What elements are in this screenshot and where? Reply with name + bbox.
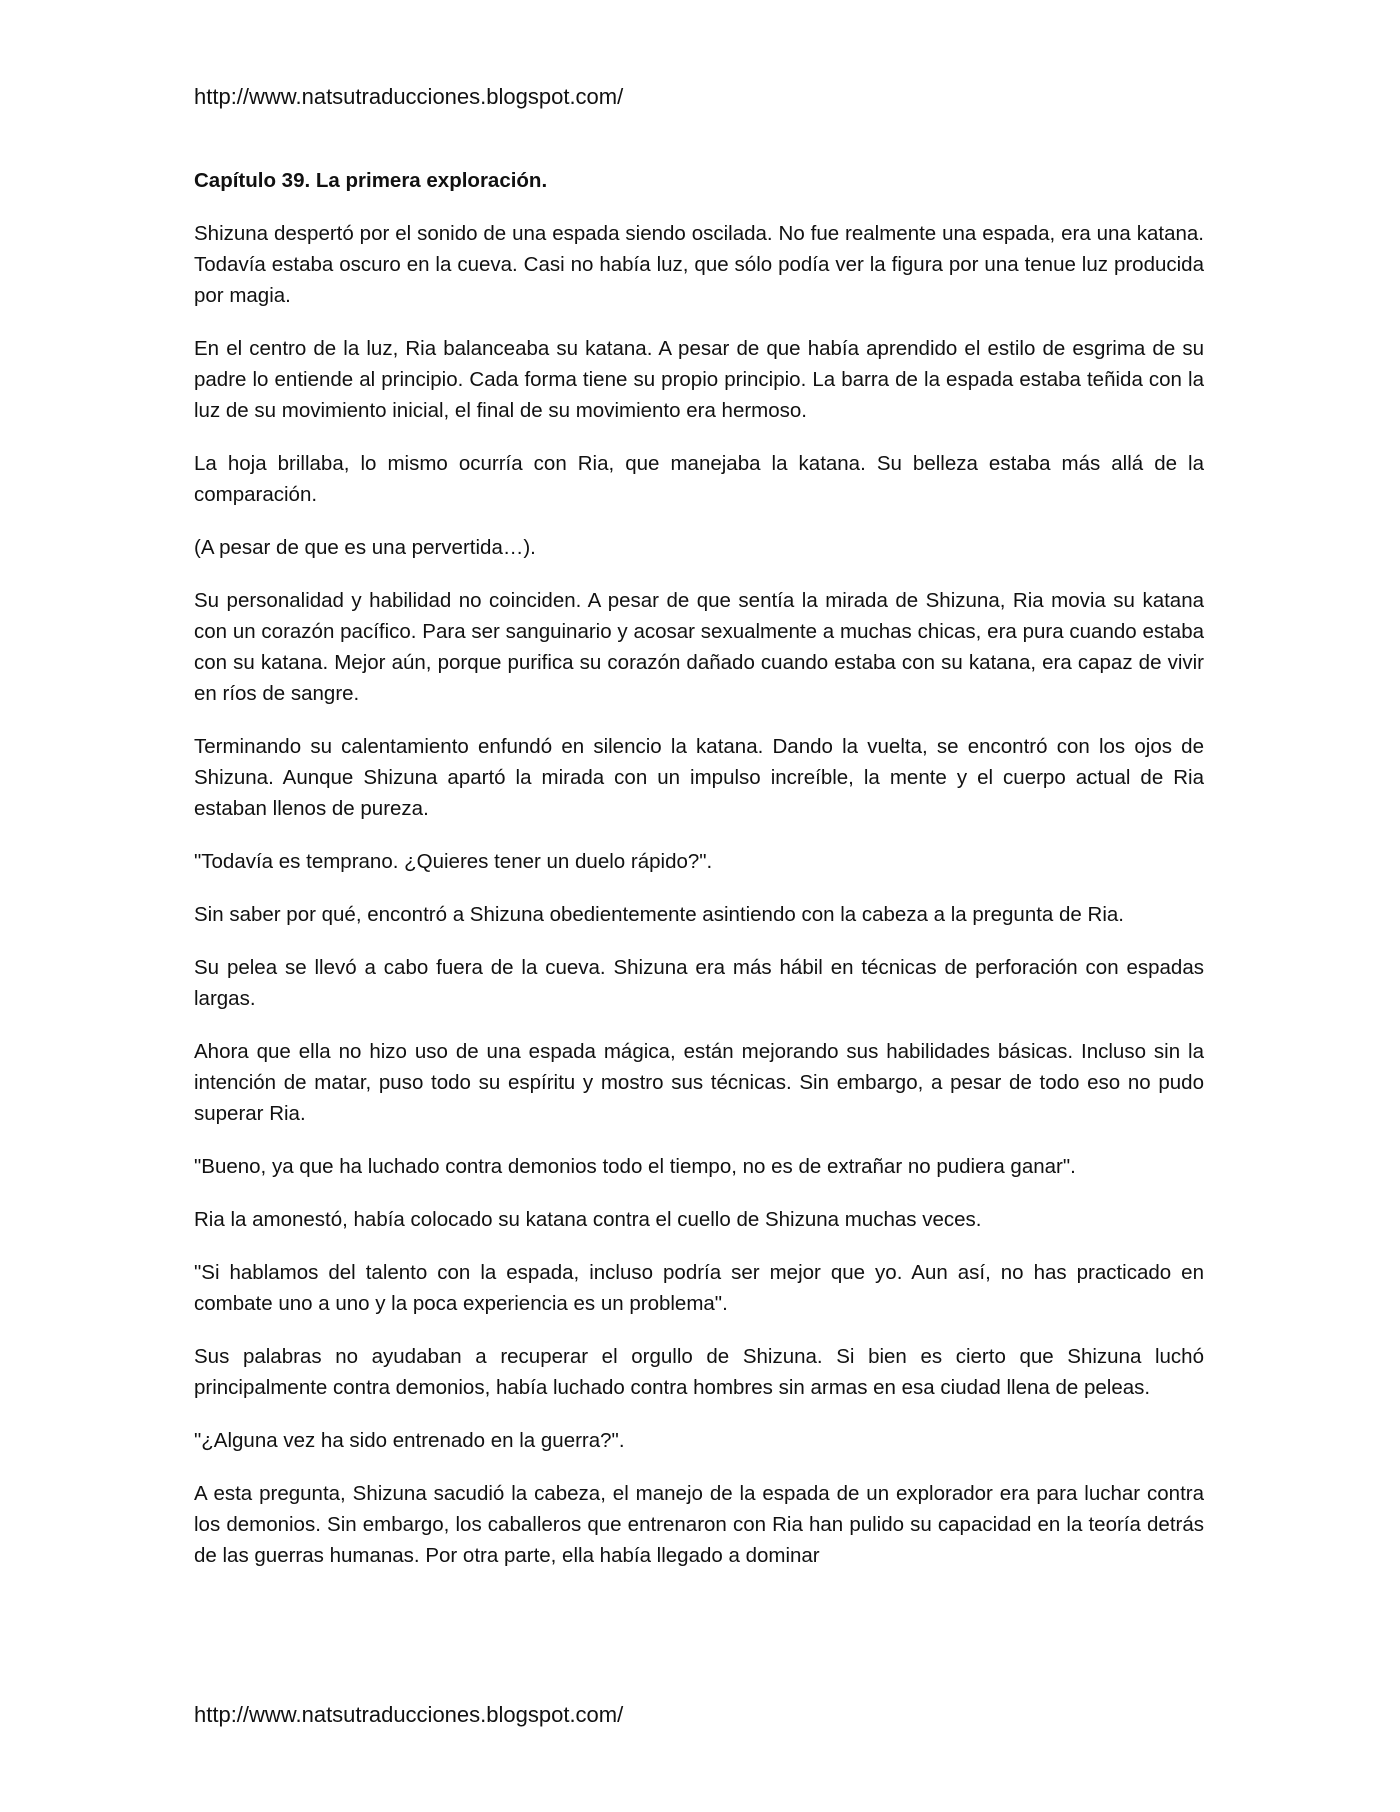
paragraph-14: Sus palabras no ayudaban a recuperar el orgullo de Shizuna. Si bien es cierto que Shizuna luchó principalmente contra demonios, había luchado contra hombres sin armas en esa ciudad llena de peleas.	[194, 1345, 1204, 1399]
paragraph-8: Sin saber por qué, encontró a Shizuna obedientemente asintiendo con la cabeza a la pregunta de Ria.	[194, 903, 1124, 926]
paragraph-13: "Si hablamos del talento con la espada, incluso podría ser mejor que yo. Aun así, no has practicado en combate uno a uno y la poca experiencia es un problema".	[194, 1261, 1204, 1315]
paragraph-16: A esta pregunta, Shizuna sacudió la cabeza, el manejo de la espada de un explorador era para luchar contra los demonios. Sin embargo, los caballeros que entrenaron con Ria han pulido su capacidad en la teoría detrás de las guerras humanas. Por otra parte, ella había llegado a dominar	[194, 1482, 1204, 1567]
paragraph-9: Su pelea se llevó a cabo fuera de la cueva. Shizuna era más hábil en técnicas de perforación con espadas largas.	[194, 956, 1204, 1010]
paragraph-1: Shizuna despertó por el sonido de una espada siendo oscilada. No fue realmente una espada, era una katana. Todavía estaba oscuro en la cueva. Casi no había luz, que sólo podía ver la figura por una tenue luz producida por magia.	[194, 222, 1204, 307]
paragraph-6: Terminando su calentamiento enfundó en silencio la katana. Dando la vuelta, se encontró con los ojos de Shizuna. Aunque Shizuna apartó la mirada con un impulso increíble, la mente y el cuerpo actual de Ria estaban llenos de pureza.	[194, 735, 1204, 820]
footer-url[interactable]: http://www.natsutraducciones.blogspot.com/	[194, 1702, 624, 1727]
paragraph-11: "Bueno, ya que ha luchado contra demonios todo el tiempo, no es de extrañar no pudiera ganar".	[194, 1155, 1076, 1178]
paragraph-7: "Todavía es temprano. ¿Quieres tener un duelo rápido?".	[194, 850, 713, 873]
paragraph-4: (A pesar de que es una pervertida…).	[194, 536, 536, 559]
document-body	[194, 166, 1204, 1593]
paragraph-12: Ria la amonestó, había colocado su katana contra el cuello de Shizuna muchas veces.	[194, 1208, 982, 1231]
paragraph-5: Su personalidad y habilidad no coinciden. A pesar de que sentía la mirada de Shizuna, Ria movia su katana con un corazón pacífico. Para ser sanguinario y acosar sexualmente a muchas chicas, era pura cuando estaba con su katana. Mejor aún, porque purifica su corazón dañado cuando estaba con su katana, era capaz de vivir en ríos de sangre.	[194, 589, 1204, 705]
paragraph-3: La hoja brillaba, lo mismo ocurría con Ria, que manejaba la katana. Su belleza estaba más allá de la comparación.	[194, 452, 1204, 506]
chapter-title: Capítulo 39. La primera exploración.	[194, 169, 548, 192]
paragraph-10: Ahora que ella no hizo uso de una espada mágica, están mejorando sus habilidades básicas. Incluso sin la intención de matar, puso todo su espíritu y mostro sus técnicas. Sin embargo, a pesar de todo eso no pudo superar Ria.	[194, 1040, 1204, 1125]
paragraph-2: En el centro de la luz, Ria balanceaba su katana. A pesar de que había aprendido el estilo de esgrima de su padre lo entiende al principio. Cada forma tiene su propio principio. La barra de la espada estaba teñida con la luz de su movimiento inicial, el final de su movimiento era hermoso.	[194, 337, 1204, 422]
header-url[interactable]: http://www.natsutraducciones.blogspot.com/	[194, 84, 624, 109]
paragraph-15: "¿Alguna vez ha sido entrenado en la guerra?".	[194, 1429, 625, 1452]
